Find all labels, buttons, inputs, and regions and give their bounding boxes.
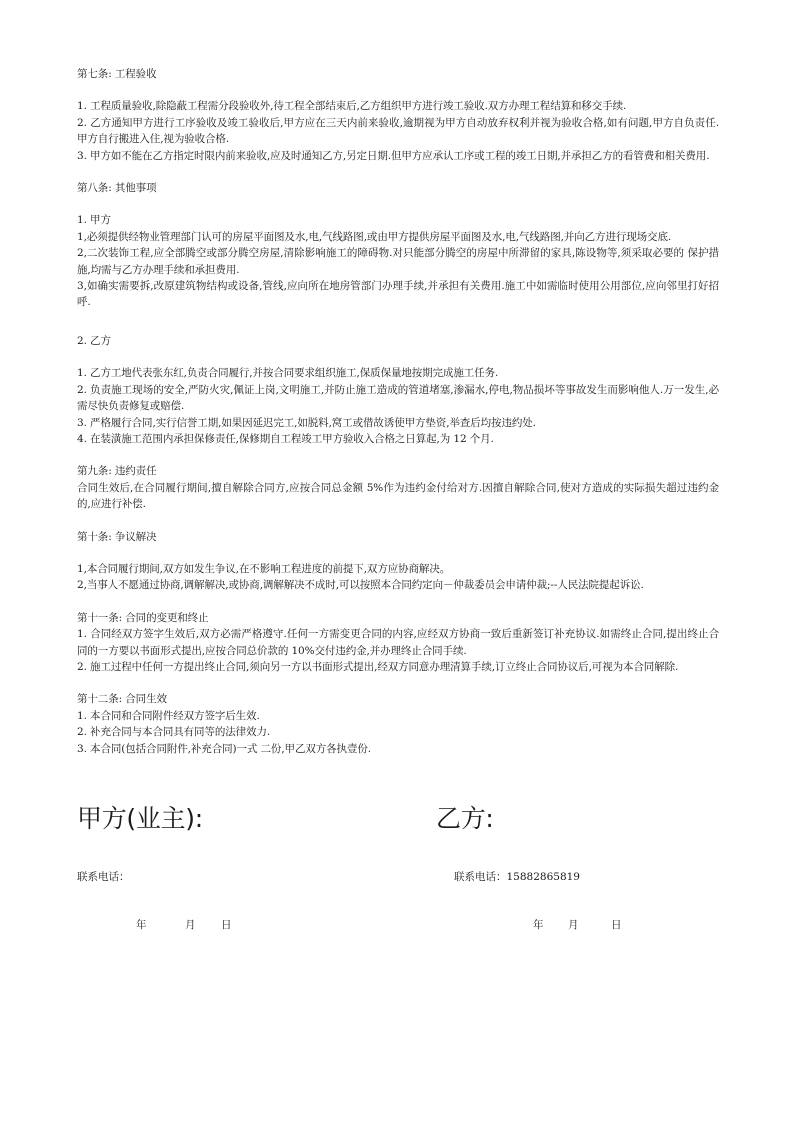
article7-item-2: 2. 乙方通知甲方进行工序验收及竣工验收后,甲方应在三天内前来验收,逾期视为甲方自动放弃权利并视为验收合格,如有问题,甲方自负责任.甲方自行搬进入住,视为验收合格. (77, 116, 719, 146)
article10-item-2: 2,当事人不愿通过协商,调解解决,或协商,调解解决不成时,可以按照本合同约定向－仲裁委员会申请仲裁;--人民法院提起诉讼. (77, 579, 644, 592)
article7-title: 第七条: 工程验收 (77, 68, 157, 80)
article7-item-3: 3. 甲方如不能在乙方指定时限内前来验收,应及时通知乙方,另定日期.但甲方应承认工序或工程的竣工日期,并承担乙方的看管费和相关费用. (77, 149, 710, 162)
partyB-signature-title: 乙方: (436, 804, 494, 833)
partyA-phone: 联系电话： (77, 871, 130, 883)
partyA-date-day: 日 (221, 919, 232, 931)
article11-item-2: 2. 施工过程中任何一方提出终止合同,须向另一方以书面形式提出,经双方同意办理清算手续,订立终止合同协议后,可视为本合同解除. (77, 660, 679, 673)
article7-item-1: 1. 工程质量验收,除隐蔽工程需分段验收外,待工程全部结束后,乙方组织甲方进行竣工验收.双方办理工程结算和移交手续. (77, 100, 627, 113)
article9-body: 合同生效后,在合同履行期间,擅自解除合同方,应按合同总金额 5%作为违约金付给对方.因擅自解除合同,使对方造成的实际损失超过违约金的,应进行补偿. (77, 481, 719, 511)
article8-partyB-item-3: 3. 严格履行合同,实行信誉工期,如果因延迟完工,如脱料,窝工或借故诱使甲方垫资,举查后均按违约处. (77, 416, 536, 429)
article8-partyA-item-1: 1,必须提供经物业管理部门认可的房屋平面图及水,电,气线路图,或由甲方提供房屋平面图及水,电,气线路图,并向乙方进行现场交底. (77, 230, 672, 243)
article12-title: 第十二条: 合同生效 (77, 693, 167, 706)
article12-item-3: 3. 本合同(包括合同附件,补充合同)一式 二份,甲乙双方各执壹份. (77, 742, 371, 755)
partyA-date-month: 月 (185, 919, 196, 931)
article10-title: 第十条: 争议解决 (77, 530, 157, 543)
article8-partyA-item-3: 3,如确实需要拆,改原建筑物结构或设备,管线,应向所在地房管部门办理手续,并承担有关费用.施工中如需临时使用公用部位,应向邻里打好招呼. (77, 280, 719, 309)
article8-partyA-item-2: 2,二次装饰工程,应全部腾空或部分腾空房屋,清除影响施工的障碍物.对只能部分腾空的房屋中所滞留的家具,陈设物等,须采取必要的 保护措施,均需与乙方办理手续和承担费用. (77, 247, 719, 276)
article8-partyB-label: 2. 乙方 (77, 334, 111, 347)
article12-item-1: 1. 本合同和合同附件经双方签字后生效. (77, 709, 260, 722)
article11-title: 第十一条: 合同的变更和终止 (77, 611, 209, 624)
article8-partyB-item-2: 2. 负责施工现场的安全,严防火灾,佩证上岗,文明施工,并防止施工造成的管道堵塞,渗漏水,停电,物品损坏等事故发生而影响他人.万一发生,必需尽快负责修复或赔偿. (77, 383, 719, 413)
article12-item-2: 2. 补充合同与本合同具有同等的法律效力. (77, 726, 271, 739)
article8-partyB-item-4: 4. 在装潢施工范围内承担保修责任,保修期自工程竣工甲方验收入合格之日算起,为 12 个月. (77, 432, 494, 445)
partyB-date-month: 月 (568, 919, 579, 931)
article11-item-1: 1. 合同经双方签字生效后,双方必需严格遵守.任何一方需变更合同的内容,应经双方协商一致后重新签订补充协议.如需终止合同,提出终止合同的一方要以书面形式提出,应按合同总价款的 10%交付违约金,并办理终止合同手续. (77, 628, 719, 657)
article8-title: 第八条: 其他事项 (77, 182, 157, 195)
partyB-date-year: 年 (533, 919, 544, 931)
article10-item-1: 1,本合同履行期间,双方如发生争议,在不影响工程进度的前提下,双方应协商解决。 (77, 562, 451, 575)
partyB-date-day: 日 (611, 919, 622, 931)
article9-title: 第九条: 违约责任 (77, 465, 157, 478)
contract-body (77, 66, 719, 757)
article8-partyB-item-1: 1. 乙方工地代表张东红,负责合同履行,并按合同要求组织施工,保质保量地按期完成施工任务. (77, 367, 499, 380)
partyA-signature-title: 甲方(业主): (77, 804, 203, 833)
partyA-date-year: 年 (136, 919, 147, 931)
article8-partyA-label: 1. 甲方 (77, 214, 111, 227)
partyB-phone: 联系电话：15882865819 (454, 871, 580, 883)
